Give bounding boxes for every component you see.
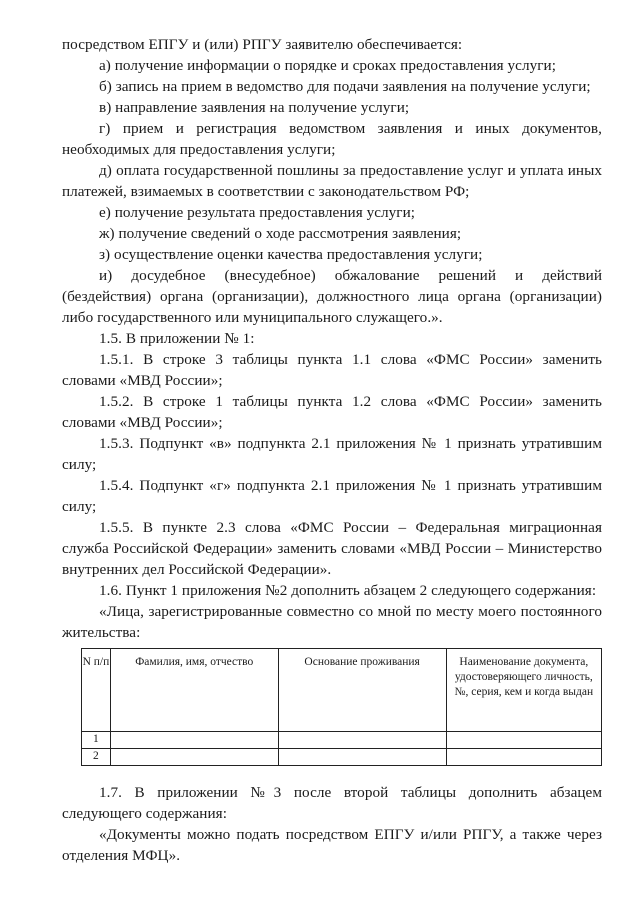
table-header-full-name: Фамилия, имя, отчество [110,649,278,732]
table-header-number: N п/п [82,649,111,732]
table-cell [446,749,601,766]
item-1-5-2-line1: 1.5.2. В строке 1 таблицы пункта 1.2 слова «ФМС России» заменить [99,393,602,410]
item-1-5-5-line2: служба Российской Федерации» заменить словами «МВД России – Министерство [62,540,602,557]
table-cell [110,732,278,749]
list-item-g-line2: необходимых для предоставления услуги; [62,141,336,158]
table-header-identity-document: Наименование документа, удостоверяющего личность, №, серия, кем и когда выдан [446,649,601,732]
section-1-6: 1.6. Пункт 1 приложения №2 дополнить абзацем 2 следующего содержания: [99,582,597,599]
quote-mfc-line2: отделения МФЦ». [62,847,181,864]
list-item-g-line1: г) прием и регистрация ведомством заявления и иных документов, [99,120,602,137]
item-1-5-4-line1: 1.5.4. Подпункт «г» подпункта 2.1 приложения № 1 признать утратившим [99,477,602,494]
item-1-5-3-line1: 1.5.3. Подпункт «в» подпункта 2.1 приложения № 1 признать утратившим [99,435,602,452]
paragraph-intro: посредством ЕПГУ и (или) РПГУ заявителю обеспечивается: [62,36,463,53]
list-item-i-line2: (бездействия) органа (организации), должностного лица органа (организации) [62,288,602,305]
table-header-residence-basis: Основание проживания [278,649,446,732]
item-1-5-1-line1: 1.5.1. В строке 3 таблицы пункта 1.1 слова «ФМС России» заменить [99,351,602,368]
table-row [82,732,602,749]
list-item-z: з) осуществление оценки качества предоставления услуги; [99,246,483,263]
table-cell [278,749,446,766]
item-1-5-2-line2: словами «МВД России»; [62,414,223,431]
residents-table [81,648,602,766]
quote-residents-line2: жительства: [62,624,141,641]
quote-residents-line1: «Лица, зарегистрированные совместно со мной по месту моего постоянного [99,603,602,620]
item-1-5-4-line2: силу; [62,498,97,515]
list-item-v: в) направление заявления на получение услуги; [99,99,410,116]
list-item-b: б) запись на прием в ведомство для подачи заявления на получение услуги; [99,78,591,95]
section-1-5-heading: 1.5. В приложении № 1: [99,330,255,347]
table-row [82,749,602,766]
item-1-5-3-line2: силу; [62,456,97,473]
item-1-5-5-line1: 1.5.5. В пункте 2.3 слова «ФМС России – Федеральная миграционная [99,519,602,536]
list-item-a: а) получение информации о порядке и сроках предоставления услуги; [99,57,556,74]
section-1-7-line1: 1.7. В приложении №3 после второй таблицы дополнить абзацем [99,784,602,801]
list-item-zh: ж) получение сведений о ходе рассмотрения заявления; [99,225,462,242]
list-item-d-line2: платежей, взимаемых в соответствии с законодательством РФ; [62,183,470,200]
list-item-d-line1: д) оплата государственной пошлины за предоставление услуг и уплата иных [99,162,602,179]
quote-mfc-line1: «Документы можно подать посредством ЕПГУ и/или РПГУ, а также через [99,826,602,843]
table-cell [110,749,278,766]
list-item-i-line3: либо государственного или муниципального служащего.». [62,309,443,326]
list-item-i-line1: и) досудебное (внесудебное) обжалование решений и действий [99,267,602,284]
list-item-e: е) получение результата предоставления услуги; [99,204,416,221]
item-1-5-5-line3: внутренних дел Российской Федерации». [62,561,332,578]
section-1-7-line2: следующего содержания: [62,805,227,822]
table-cell-number: 1 [82,732,111,749]
table-cell [446,732,601,749]
table-cell-number: 2 [82,749,111,766]
table-header-row [82,649,602,732]
item-1-5-1-line2: словами «МВД России»; [62,372,223,389]
table-cell [278,732,446,749]
